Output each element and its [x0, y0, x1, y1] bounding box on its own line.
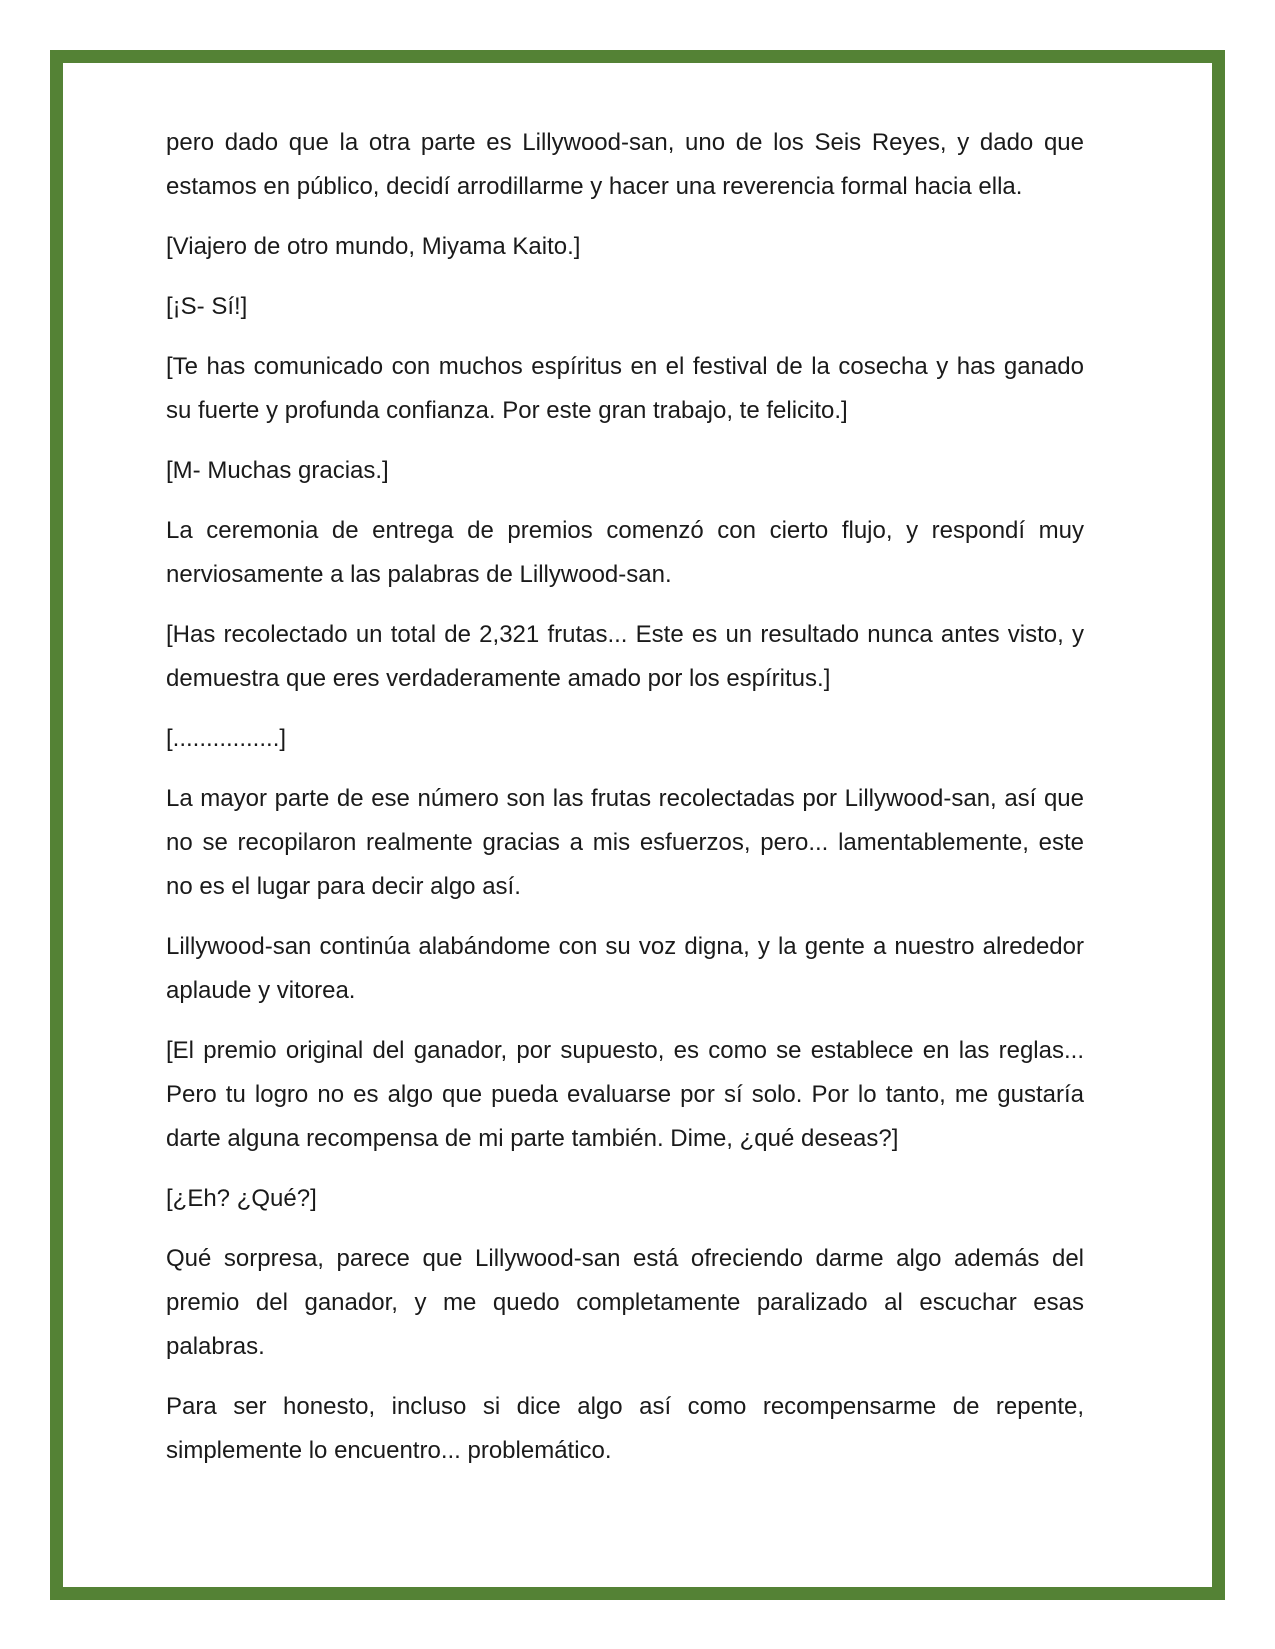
paragraph: La mayor parte de ese número son las frutas recolectadas por Lillywood-san, así que no se recopilaron realmente gracias a mis esfuerzos, pero... lamentablemente, este no es el lugar para decir algo así. — [166, 785, 1084, 900]
paragraph: [................] — [166, 725, 287, 752]
paragraph: La ceremonia de entrega de premios comenzó con cierto flujo, y respondí muy nerviosamente a las palabras de Lillywood-san. — [166, 517, 1084, 588]
paragraph: [Te has comunicado con muchos espíritus en el festival de la cosecha y has ganado su fuerte y profunda confianza. Por este gran trabajo, te felicito.] — [166, 353, 1084, 424]
paragraph: Qué sorpresa, parece que Lillywood-san está ofreciendo darme algo además del premio del ganador, y me quedo completamente paralizado al escuchar esas palabras. — [166, 1245, 1084, 1360]
paragraph: [Has recolectado un total de 2,321 frutas... Este es un resultado nunca antes visto, y demuestra que eres verdaderamente amado por los espíritus.] — [166, 621, 1084, 692]
paragraph: [Viajero de otro mundo, Miyama Kaito.] — [166, 233, 581, 260]
paragraph: [¿Eh? ¿Qué?] — [166, 1185, 317, 1212]
document-body — [166, 121, 1084, 1489]
paragraph: pero dado que la otra parte es Lillywood-san, uno de los Seis Reyes, y dado que estamos en público, decidí arrodillarme y hacer una reverencia formal hacia ella. — [166, 129, 1084, 200]
paragraph: Lillywood-san continúa alabándome con su voz digna, y la gente a nuestro alrededor aplaude y vitorea. — [166, 933, 1084, 1004]
paragraph: Para ser honesto, incluso si dice algo así como recompensarme de repente, simplemente lo encuentro... problemático. — [166, 1393, 1084, 1464]
paragraph: [El premio original del ganador, por supuesto, es como se establece en las reglas... Pero tu logro no es algo que pueda evaluarse por sí solo. Por lo tanto, me gustaría darte alguna recompensa de mi parte también. Dime, ¿qué deseas?] — [166, 1037, 1084, 1152]
paragraph: [M- Muchas gracias.] — [166, 457, 389, 484]
paragraph: [¡S- Sí!] — [166, 293, 248, 320]
